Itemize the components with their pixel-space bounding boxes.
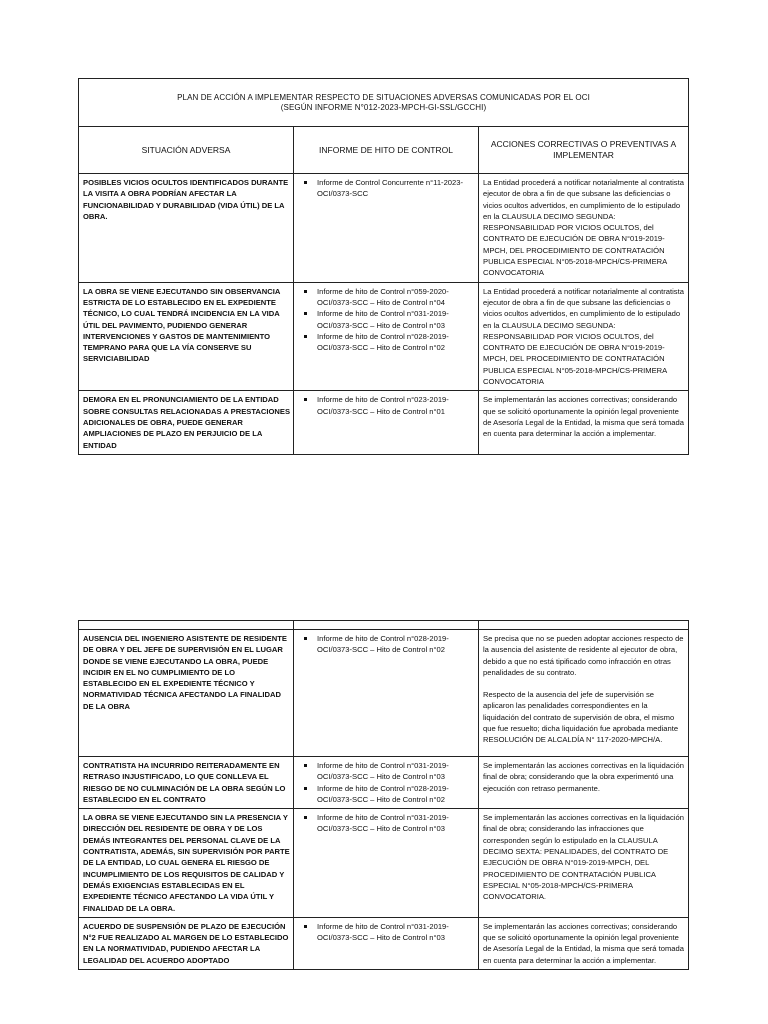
situacion-cell: LA OBRA SE VIENE EJECUTANDO SIN OBSERVANCIA ESTRICTA DE LO ESTABLECIDO EN EL EXPEDIENTE TÉCNICO, LO CUAL TENDRÁ INCIDENCIA EN LA VIDA ÚTIL DEL PAVIMENTO, PUDIENDO GENERAR INTERVENCIONES Y GASTOS DE MANTENIMIENTO TEMPRANO PARA QUE LA VÍA CONSERVE SU SERVICIABILIDAD [79,282,294,391]
informe-list [300,177,474,200]
informe-cell [294,391,479,454]
acciones-cell [479,757,689,809]
informe-item: Informe de hito de Control n°031-2019-OCI/0373-SCC – Hito de Control n°03 [300,760,474,783]
situacion-cell: DEMORA EN EL PRONUNCIAMIENTO DE LA ENTIDAD SOBRE CONSULTAS RELACIONADAS A PRESTACIONES ADICIONALES DE OBRA, PUEDE GENERAR AMPLIACIONES DE PLAZO EN PERJUICIO DE LA ENTIDAD [79,391,294,454]
acciones-cell [479,391,689,454]
acciones-cell [479,917,689,969]
situacion-cell: ACUERDO DE SUSPENSIÓN DE PLAZO DE EJECUCIÓN N°2 FUE REALIZADO AL MARGEN DE LO ESTABLECIDO EN LA NORMATIVIDAD, PUDIENDO AFECTAR LA LEGALIDAD DEL ACUERDO ADOPTADO [79,917,294,969]
acciones-cell [479,174,689,283]
empty-cell [479,621,689,630]
header-informe-hito-control: INFORME DE HITO DE CONTROL [294,127,479,174]
acciones-cell [479,282,689,391]
table-row [79,282,689,391]
document-title [79,79,689,127]
informe-cell [294,174,479,283]
accion-paragraph: Se precisa que no se pueden adoptar acciones respecto de la ausencia del asistente de residente al ejecutor de obra, debido a que no está tipificado como infracción en otras penalidades de su contrato. [483,634,684,677]
acciones-cell [479,630,689,757]
informe-list [300,921,474,944]
empty-cell [79,621,294,630]
informe-list [300,760,474,805]
empty-cell [294,621,479,630]
table-row [79,809,689,918]
informe-item: Informe de hito de Control n°031-2019-OCI/0373-SCC – Hito de Control n°03 [300,308,474,331]
situacion-cell: CONTRATISTA HA INCURRIDO REITERADAMENTE EN RETRASO INJUSTIFICADO, LO QUE CONLLEVA EL RIESGO DE NO CULMINACIÓN DE LA OBRA SEGÚN LO ESTABLECIDO EN EL CONTRATO [79,757,294,809]
table-row [79,757,689,809]
header-situacion-adversa: SITUACIÓN ADVERSA [79,127,294,174]
informe-item: Informe de hito de Control n°023-2019-OCI/0373-SCC – Hito de Control n°01 [300,394,474,417]
table-header-row-empty [79,621,689,630]
action-plan-table-2 [78,620,689,970]
accion-paragraph: Se implementarán las acciones correctivas; considerando que se solicitó oportunamente la opinión legal proveniente de Asesoría Legal de la Entidad, la misma que será tomada en cuenta para determinar la acción a implementar. [483,921,684,965]
acciones-cell [479,809,689,918]
informe-cell [294,917,479,969]
accion-paragraph: La Entidad procederá a notificar notarialmente al contratista ejecutor de obra a fin de que subsane las deficiencias o vicios ocultos advertidos, en cumplimiento de lo estipulado en la CLAUSULA DECIMO SEGUNDA: RESPONSABILIDAD POR VICIOS OCULTOS, del CONTRATO DE EJECUCIÓN DE OBRA N°019-2019-MPCH, DEL PROCEDIMIENTO DE CONTRATACIÓN PUBLICA ESPECIAL N°05-2018-MPCH/CS-PRIMERA CONVOCATORIA [483,286,684,387]
document-title-line1: PLAN DE ACCIÓN A IMPLEMENTAR RESPECTO DE SITUACIONES ADVERSAS COMUNICADAS POR EL OCI [177,92,590,102]
informe-cell [294,282,479,391]
informe-item: Informe de hito de Control n°028-2019-OCI/0373-SCC – Hito de Control n°02 [300,783,474,806]
document-title-line2: (SEGÚN INFORME N°012-2023-MPCH-GI-SSL/GCCHI) [280,102,487,112]
informe-list [300,633,474,656]
accion-paragraph: Respecto de la ausencia del jefe de supervisión se aplicaron las penalidades correspondientes en la liquidación del contrato de supervisión de obra, el mismo que fue resuelto; dicha liquidación fue aprobada mediante RESOLUCIÓN DE ALCALDÍA N° 117-2020-MPCH/A. [483,690,679,745]
informe-list [300,394,474,417]
situacion-cell: AUSENCIA DEL INGENIERO ASISTENTE DE RESIDENTE DE OBRA Y DEL JEFE DE SUPERVISIÓN EN EL LUGAR DONDE SE VIENE EJECUTANDO LA OBRA, PUEDE INCIDIR EN EL NO CUMPLIMIENTO DE LO ESTABLECIDO EN EL EXPEDIENTE TÉCNICO Y NORMATIVIDAD TÉCNICA AFECTANDO LA FINALIDAD DE LA OBRA [79,630,294,757]
informe-item: Informe de hito de Control n°059-2020-OCI/0373-SCC – Hito de Control n°04 [300,286,474,309]
table-row [79,391,689,454]
informe-cell [294,809,479,918]
accion-paragraph: Se implementarán las acciones correctivas en la liquidación final de obra; considerando las infracciones que corresponden según lo estipulado en la CLAUSULA DECIMO SEXTA: PENALIDADES, del CONTRATO DE EJECUCIÓN DE OBRA N°019-2019-MPCH, DEL PROCEDIMIENTO DE CONTRATACIÓN PUBLICA ESPECIAL N°05-2018-MPCH/CS-PRIMERA CONVOCATORIA. [483,813,684,902]
table-row [79,630,689,757]
accion-paragraph: Se implementarán las acciones correctivas; considerando que se solicitó oportunamente la opinión legal proveniente de Asesoría Legal de la Entidad, la misma que será tomada en cuenta para determinar la acción a implementar. [483,395,684,439]
informe-item: Informe de hito de Control n°031-2019-OCI/0373-SCC – Hito de Control n°03 [300,812,474,835]
table-row [79,174,689,283]
header-acciones-correctivas: ACCIONES CORRECTIVAS O PREVENTIVAS A IMPLEMENTAR [479,127,689,174]
situacion-cell: POSIBLES VICIOS OCULTOS IDENTIFICADOS DURANTE LA VISITA A OBRA PODRÍAN AFECTAR LA FUNCIONABILIDAD Y DURABILIDAD (VIDA ÚTIL) DE LA OBRA. [79,174,294,283]
informe-item: Informe de hito de Control n°028-2019-OCI/0373-SCC – Hito de Control n°02 [300,331,474,354]
informe-list [300,812,474,835]
informe-cell [294,630,479,757]
informe-item: Informe de Control Concurrente n°11-2023-OCI/0373-SCC [300,177,474,200]
informe-item: Informe de hito de Control n°031-2019-OCI/0373-SCC – Hito de Control n°03 [300,921,474,944]
table-row [79,917,689,969]
situacion-cell: LA OBRA SE VIENE EJECUTANDO SIN LA PRESENCIA Y DIRECCIÓN DEL RESIDENTE DE OBRA Y DE LOS DEMÁS INTEGRANTES DEL PERSONAL CLAVE DE LA CONTRATISTA, ADEMÁS, SIN SUPERVISIÓN POR PARTE DE LA ENTIDAD, LO CUAL GENERA EL RIESGO DE INCUMPLIMIENTO DE LOS REQUISITOS DE CALIDAD Y DEMÁS EXIGENCIAS ESTABLECIDAS EN EL EXPEDIENTE TÉCNICO AFECTANDO LA VIDA ÚTIL Y FINALIDAD DE LA OBRA. [79,809,294,918]
informe-list [300,286,474,354]
accion-paragraph: Se implementarán las acciones correctivas en la liquidación final de obra; considerando que la obra experimentó una ejecución con retraso permanente. [483,761,684,793]
action-plan-table-1 [78,78,689,455]
accion-paragraph: La Entidad procederá a notificar notarialmente al contratista ejecutor de obra a fin de que subsane las deficiencias o vicios ocultos advertidos, en cumplimiento de lo estipulado en la CLAUSULA DECIMO SEGUNDA: RESPONSABILIDAD POR VICIOS OCULTOS, del CONTRATO DE EJECUCIÓN DE OBRA N°019-2019-MPCH, DEL PROCEDIMIENTO DE CONTRATACIÓN PUBLICA ESPECIAL N°05-2018-MPCH/CS-PRIMERA CONVOCATORIA [483,178,684,278]
informe-item: Informe de hito de Control n°028-2019-OCI/0373-SCC – Hito de Control n°02 [300,633,474,656]
informe-cell [294,757,479,809]
